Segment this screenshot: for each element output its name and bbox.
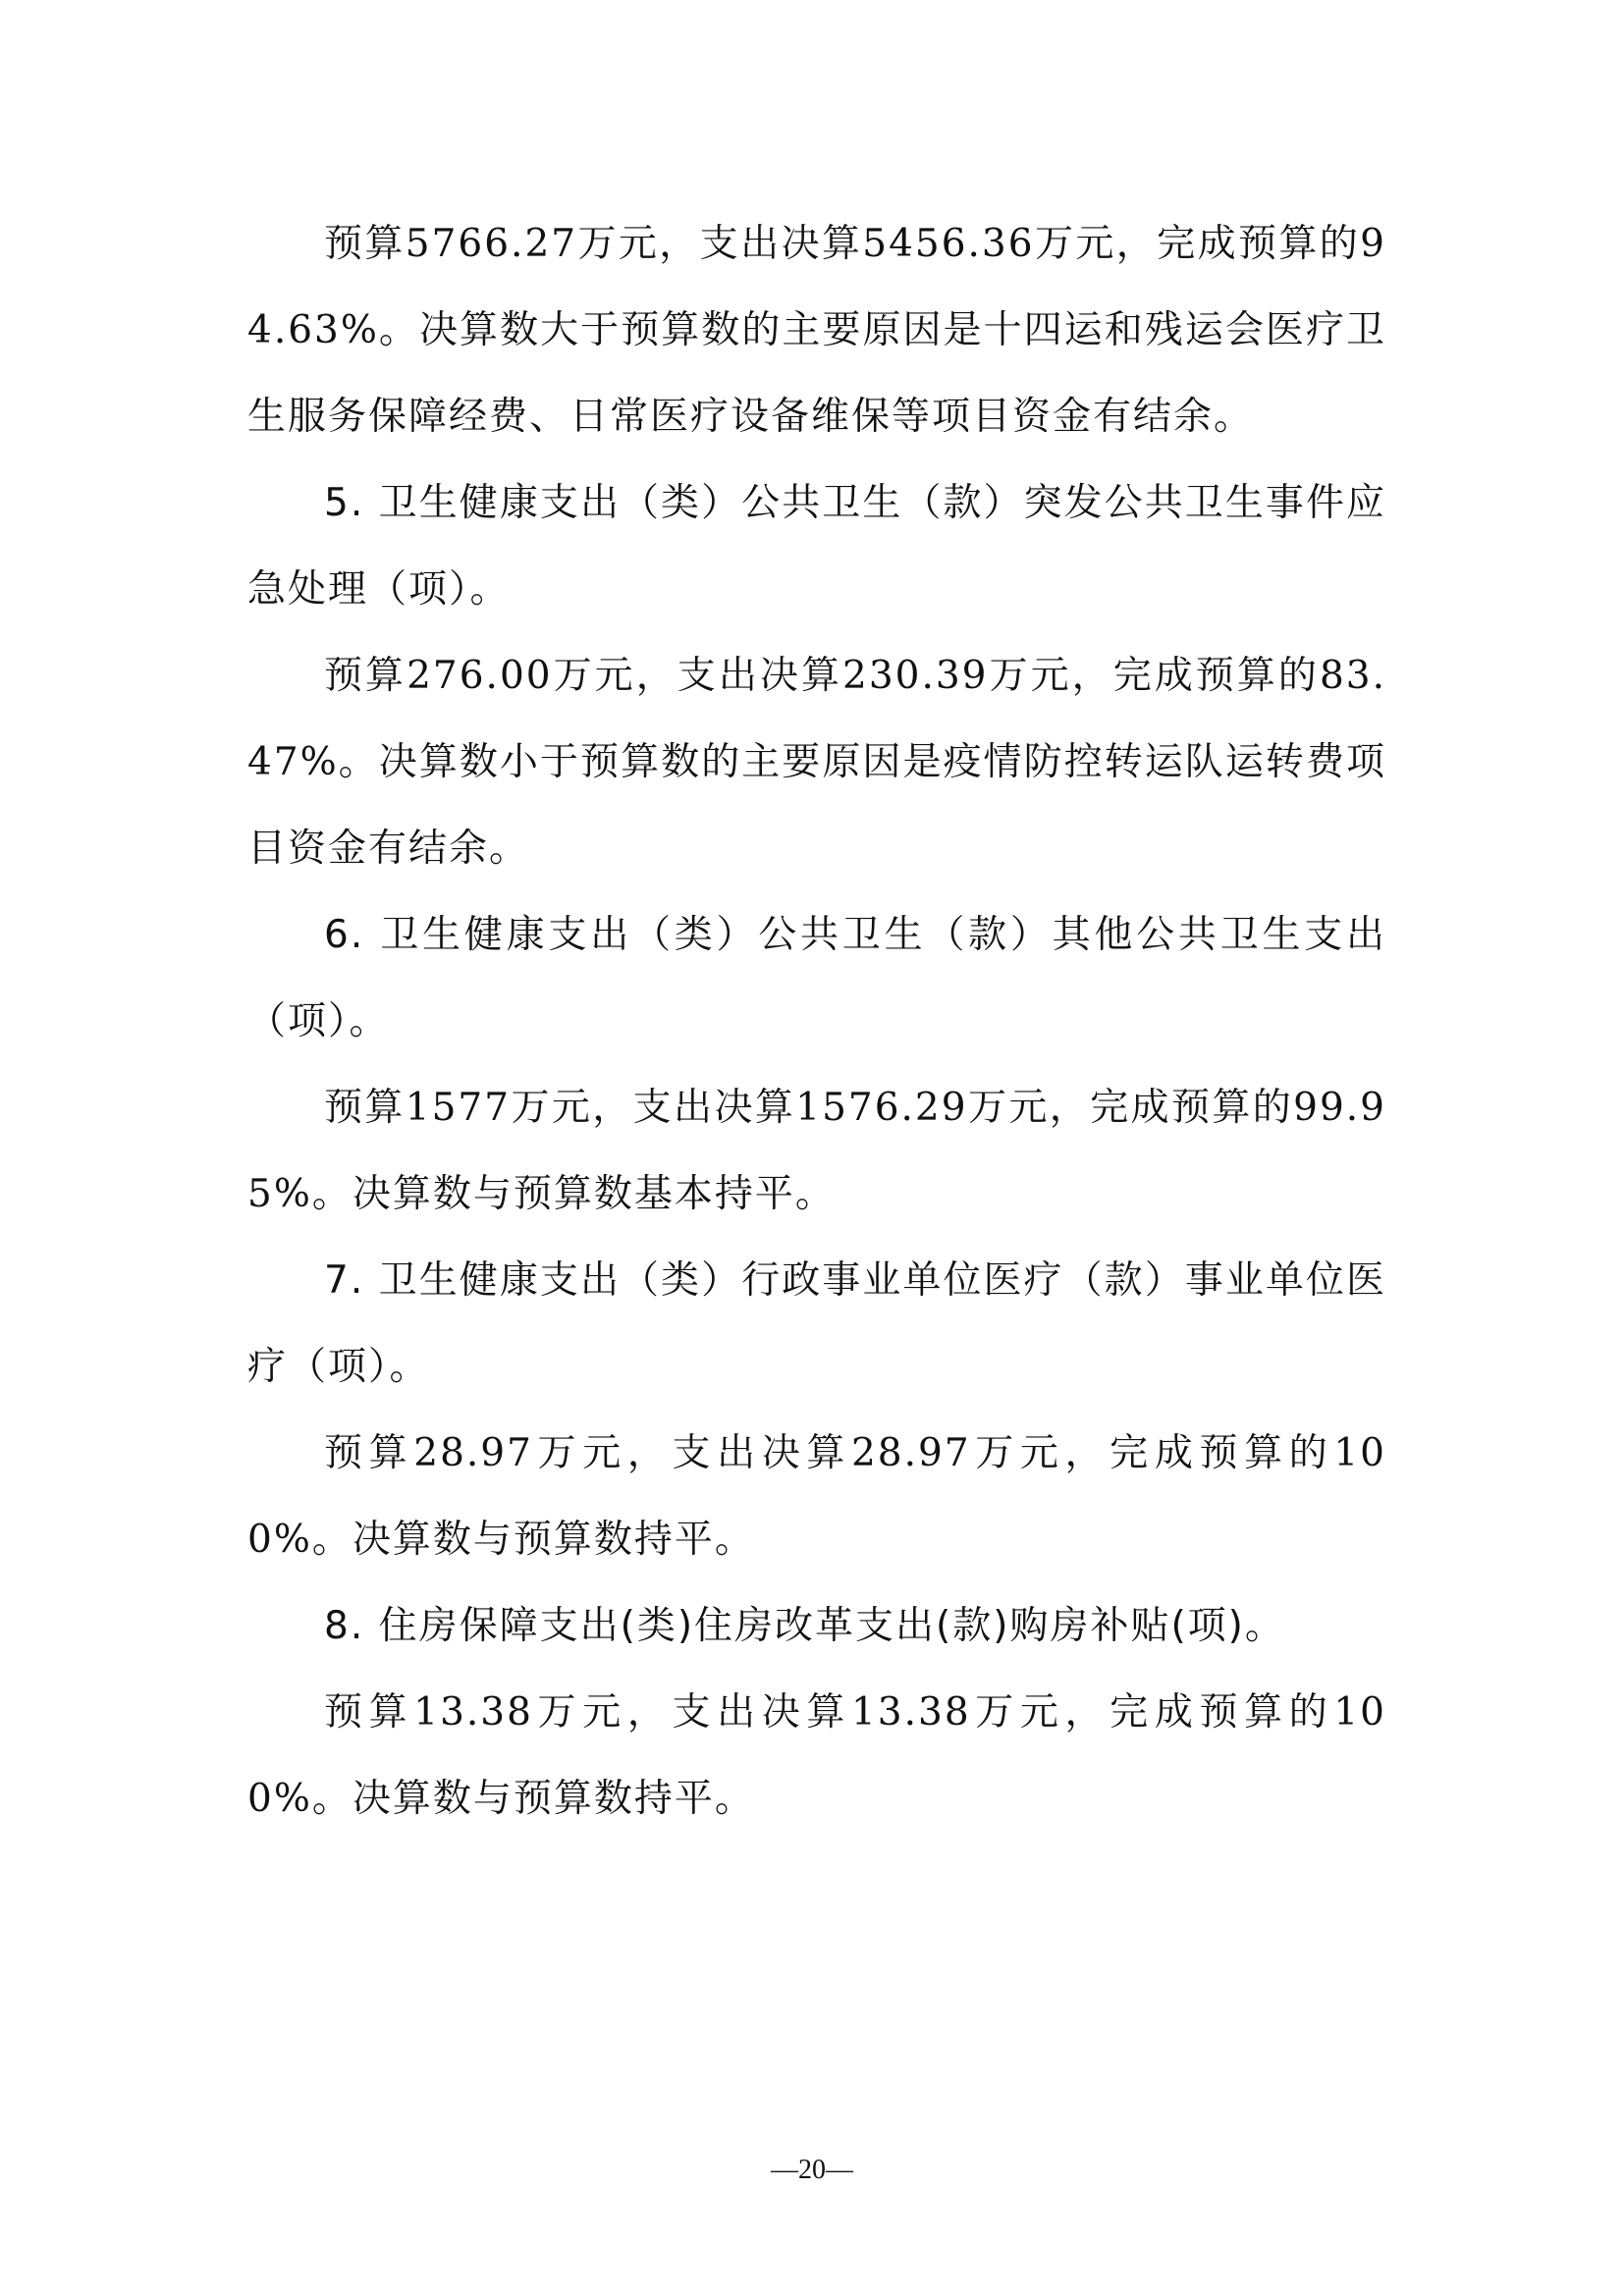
heading-item-5: 5. 卫生健康支出（类）公共卫生（款）突发公共卫生事件应急处理（项）。	[247, 481, 1386, 612]
paragraph-budget-other-public-health: 预算1577万元，支出决算1576.29万元，完成预算的99.95%。决算数与预算数基本持平。	[247, 1086, 1386, 1216]
page-number: —20—	[771, 2155, 853, 2185]
heading-item-6: 6. 卫生健康支出（类）公共卫生（款）其他公共卫生支出（项）。	[247, 913, 1386, 1043]
paragraph-budget-emergency: 预算276.00万元，支出决算230.39万元，完成预算的83.47%。决算数小于预算数的主要原因是疫情防控转运队运转费项目资金有结余。	[247, 654, 1386, 871]
heading-item-8: 8. 住房保障支出(类)住房改革支出(款)购房补贴(项)。	[324, 1604, 1285, 1648]
document-body	[247, 201, 1386, 1842]
paragraph-budget-medical: 预算5766.27万元，支出决算5456.36万元，完成预算的94.63%。决算数大于预算数的主要原因是十四运和残运会医疗卫生服务保障经费、日常医疗设备维保等项目资金有结余。	[247, 222, 1386, 439]
paragraph-budget-housing-subsidy: 预算13.38万元，支出决算13.38万元，完成预算的100%。决算数与预算数持平。	[247, 1690, 1386, 1821]
paragraph-budget-institution-medical: 预算28.97万元，支出决算28.97万元，完成预算的100%。决算数与预算数持平。	[247, 1431, 1386, 1562]
heading-item-7: 7. 卫生健康支出（类）行政事业单位医疗（款）事业单位医疗（项）。	[247, 1258, 1386, 1389]
